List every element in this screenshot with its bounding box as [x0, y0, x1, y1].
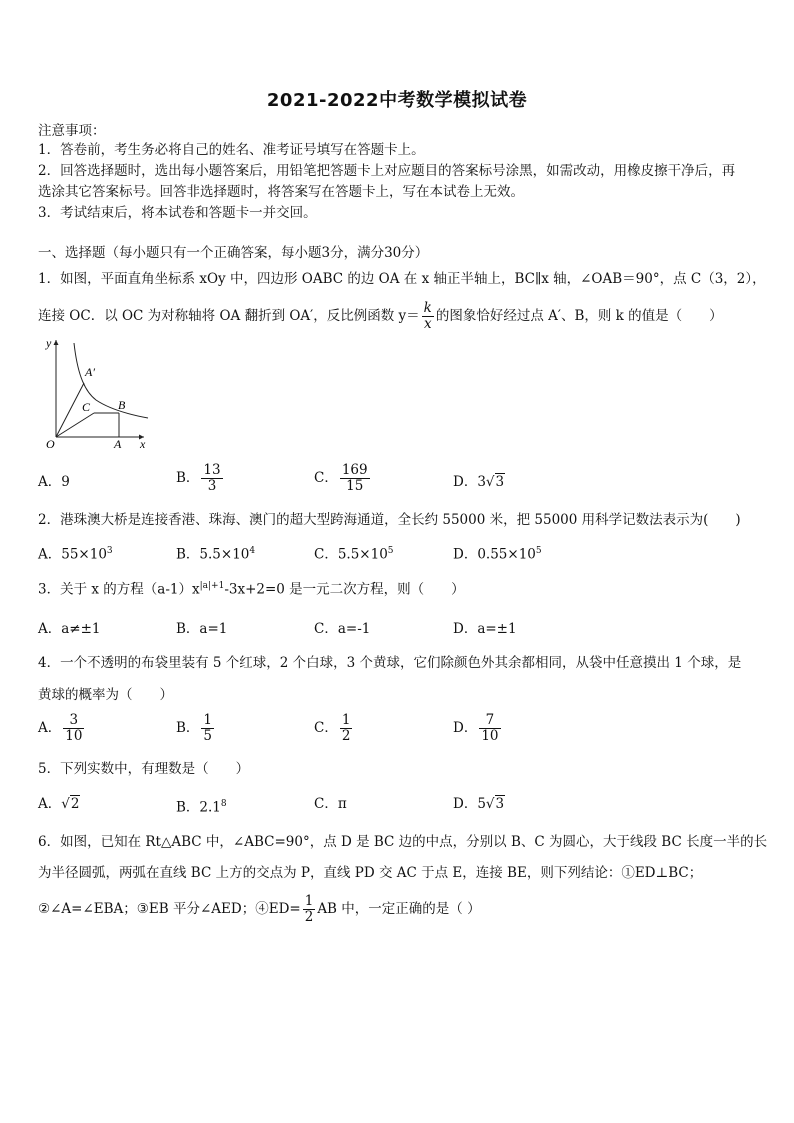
q6-stem-line3-pre: ②∠A=∠EBA；③EB 平分∠AED；④ED= [38, 901, 301, 917]
q1-label-Aprime: A′ [85, 365, 95, 379]
q4-option-d-den: 10 [481, 728, 499, 744]
q1-option-d-sqrt: √3 [485, 474, 505, 490]
q2-option-d-base: D．0.55×10 [453, 546, 536, 563]
q6-stem-line1: 6．如图，已知在 Rt△ABC 中，∠ABC=90°，点 D 是 BC 边的中点，分别以 B、C 为圆心，大于线段 BC 长度一半的长 [38, 834, 768, 850]
q1-label-C: C [82, 400, 91, 414]
q3-stem-post: -3x+2=0 是一元二次方程，则（ ） [224, 581, 465, 598]
q4-stem-line2: 黄球的概率为（ ） [38, 687, 173, 703]
q5-option-a[interactable] [38, 795, 80, 813]
q4-option-c-num: 1 [341, 712, 351, 728]
q2-option-b[interactable] [176, 542, 255, 564]
q2-option-c[interactable] [314, 542, 394, 564]
q2-option-a-exp: 3 [106, 546, 113, 556]
q2-option-d[interactable] [453, 542, 542, 564]
q3-option-c[interactable]: C．a=-1 [314, 621, 371, 637]
q4-option-b-num: 1 [203, 712, 213, 728]
q1-option-b-den: 3 [207, 478, 217, 494]
q1-y-arrow [54, 340, 59, 345]
q5-option-a-sqrt: √2 [61, 796, 80, 812]
q1-option-c-frac [340, 463, 370, 494]
q2-option-d-exp: 5 [535, 546, 542, 556]
notice-item-1: 1．答卷前，考生务必将自己的姓名、准考证号填写在答题卡上。 [38, 142, 425, 158]
q4-option-b-den: 5 [203, 728, 213, 744]
q1-option-d-radicand: 3 [495, 474, 505, 490]
q5-stem: 5．下列实数中，有理数是（ ） [38, 761, 250, 777]
q1-option-d-label: D．3 [453, 474, 486, 490]
q6-stem-line2: 为半径圆弧，两弧在直线 BC 上方的交点为 P，直线 PD 交 AC 于点 E，连接 BE，则下列结论：①ED⊥BC； [38, 865, 703, 881]
q1-option-c-num: 169 [341, 462, 368, 478]
q6-stem-line3-post: AB 中，一定正确的是（ ） [317, 901, 481, 917]
q1-label-B: B [118, 398, 126, 412]
q4-option-d[interactable] [453, 713, 503, 744]
q4-option-d-label: D． [453, 720, 478, 736]
q1-fraction-den: x [423, 316, 432, 332]
q1-label-y: y [46, 336, 52, 350]
q1-stem-line1: 1．如图，平面直角坐标系 xOy 中，四边形 OABC 的边 OA 在 x 轴正半轴上，BC∥x 轴，∠OAB＝90°，点 C（3，2）， [38, 271, 766, 287]
q3-stem-pre: 3．关于 x 的方程（a-1）x [38, 581, 200, 598]
q5-option-d-label: D．5 [453, 796, 486, 812]
q4-option-c-frac [340, 713, 353, 744]
q1-option-b-frac [201, 463, 222, 494]
q2-option-a[interactable] [38, 542, 113, 564]
section-heading: 一、选择题（每小题只有一个正确答案，每小题3分，满分30分） [38, 245, 429, 261]
q4-option-b-frac [201, 713, 214, 744]
page-title: 2021-2022中考数学模拟试卷 [266, 90, 528, 111]
q3-option-a[interactable]: A．a≠±1 [38, 621, 101, 637]
q4-option-b[interactable] [176, 713, 216, 744]
q1-option-b-label: B． [176, 470, 200, 486]
q4-option-c-label: C． [314, 720, 338, 736]
q1-stem-line2 [38, 300, 723, 332]
q1-stem-line2-post: 的图象恰好经过点 A′、B，则 k 的值是（ ） [435, 308, 723, 324]
q4-option-c[interactable] [314, 713, 354, 744]
q1-option-b[interactable] [176, 463, 225, 494]
q1-label-O: O [46, 437, 55, 450]
q1-label-A: A [114, 437, 122, 450]
q5-option-b[interactable] [176, 795, 227, 817]
q6-fraction [303, 894, 316, 925]
q6-fraction-num: 1 [304, 893, 314, 909]
q2-stem: 2．港珠澳大桥是连接香港、珠海、澳门的超大型跨海通道，全长约 55000 米，把 55000 用科学记数法表示为( ) [38, 512, 741, 528]
q6-stem-line3 [38, 893, 481, 925]
q1-option-c-label: C． [314, 470, 338, 486]
q6-fraction-den: 2 [304, 909, 314, 925]
q5-option-d-radicand: 3 [495, 796, 505, 812]
notice-item-2b: 选涂其它答案标号。回答非选择题时，将答案写在答题卡上，写在本试卷上无效。 [38, 184, 524, 200]
q4-option-d-frac [479, 713, 500, 744]
q3-option-d[interactable]: D．a=±1 [453, 621, 517, 637]
q4-option-c-den: 2 [341, 728, 351, 744]
q5-option-b-text: B．2.1 [176, 799, 221, 816]
q1-option-c[interactable] [314, 463, 372, 494]
q5-option-b-dot: 8 [220, 799, 227, 809]
notice-item-2a: 2．回答选择题时，选出每小题答案后，用铅笔把答题卡上对应题目的答案标号涂黑，如需改动，用橡皮擦干净后，再 [38, 163, 736, 179]
q4-option-b-label: B． [176, 720, 200, 736]
q2-option-b-base: B．5.5×10 [176, 546, 250, 563]
q5-option-d-sqrt: √3 [485, 796, 505, 812]
q1-label-x: x [140, 437, 146, 450]
q3-option-b[interactable]: B．a=1 [176, 621, 228, 637]
q4-option-a-frac [63, 713, 84, 744]
q3-stem-exp: |a|+1 [199, 581, 225, 591]
q1-stem-line2-pre: 连接 OC．以 OC 为对称轴将 OA 翻折到 OA′，反比例函数 y＝ [38, 308, 420, 324]
q2-option-c-base: C．5.5×10 [314, 546, 388, 563]
q4-option-d-num: 7 [479, 713, 500, 729]
q5-option-d[interactable] [453, 795, 505, 813]
q2-option-c-exp: 5 [387, 546, 394, 556]
q1-fraction [422, 301, 434, 332]
q4-option-a[interactable] [38, 713, 86, 744]
q4-option-a-num: 3 [63, 713, 84, 729]
q5-option-c[interactable]: C．π [314, 796, 347, 812]
notice-heading: 注意事项： [38, 123, 106, 139]
q1-figure [36, 335, 156, 450]
q4-option-a-label: A． [38, 720, 62, 736]
q4-stem-line1: 4．一个不透明的布袋里装有 5 个红球，2 个白球，3 个黄球，它们除颜色外其余都相同，从袋中任意摸出 1 个球，是 [38, 655, 742, 671]
q5-option-a-label: A． [38, 796, 62, 812]
q1-fraction-num: k [423, 300, 432, 316]
q4-option-a-den: 10 [65, 728, 83, 744]
q3-stem [38, 577, 465, 599]
q1-option-d[interactable] [453, 473, 505, 491]
q2-option-a-base: A．55×10 [38, 546, 107, 563]
q1-option-a[interactable]: A．9 [38, 474, 70, 490]
q2-option-b-exp: 4 [249, 546, 256, 556]
q5-option-a-radicand: 2 [70, 796, 80, 812]
q1-option-b-num: 13 [203, 462, 221, 478]
q1-option-c-den: 15 [346, 478, 364, 494]
q1-segment-OAp [56, 383, 84, 437]
notice-item-3: 3．考试结束后，将本试卷和答题卡一并交回。 [38, 205, 317, 221]
